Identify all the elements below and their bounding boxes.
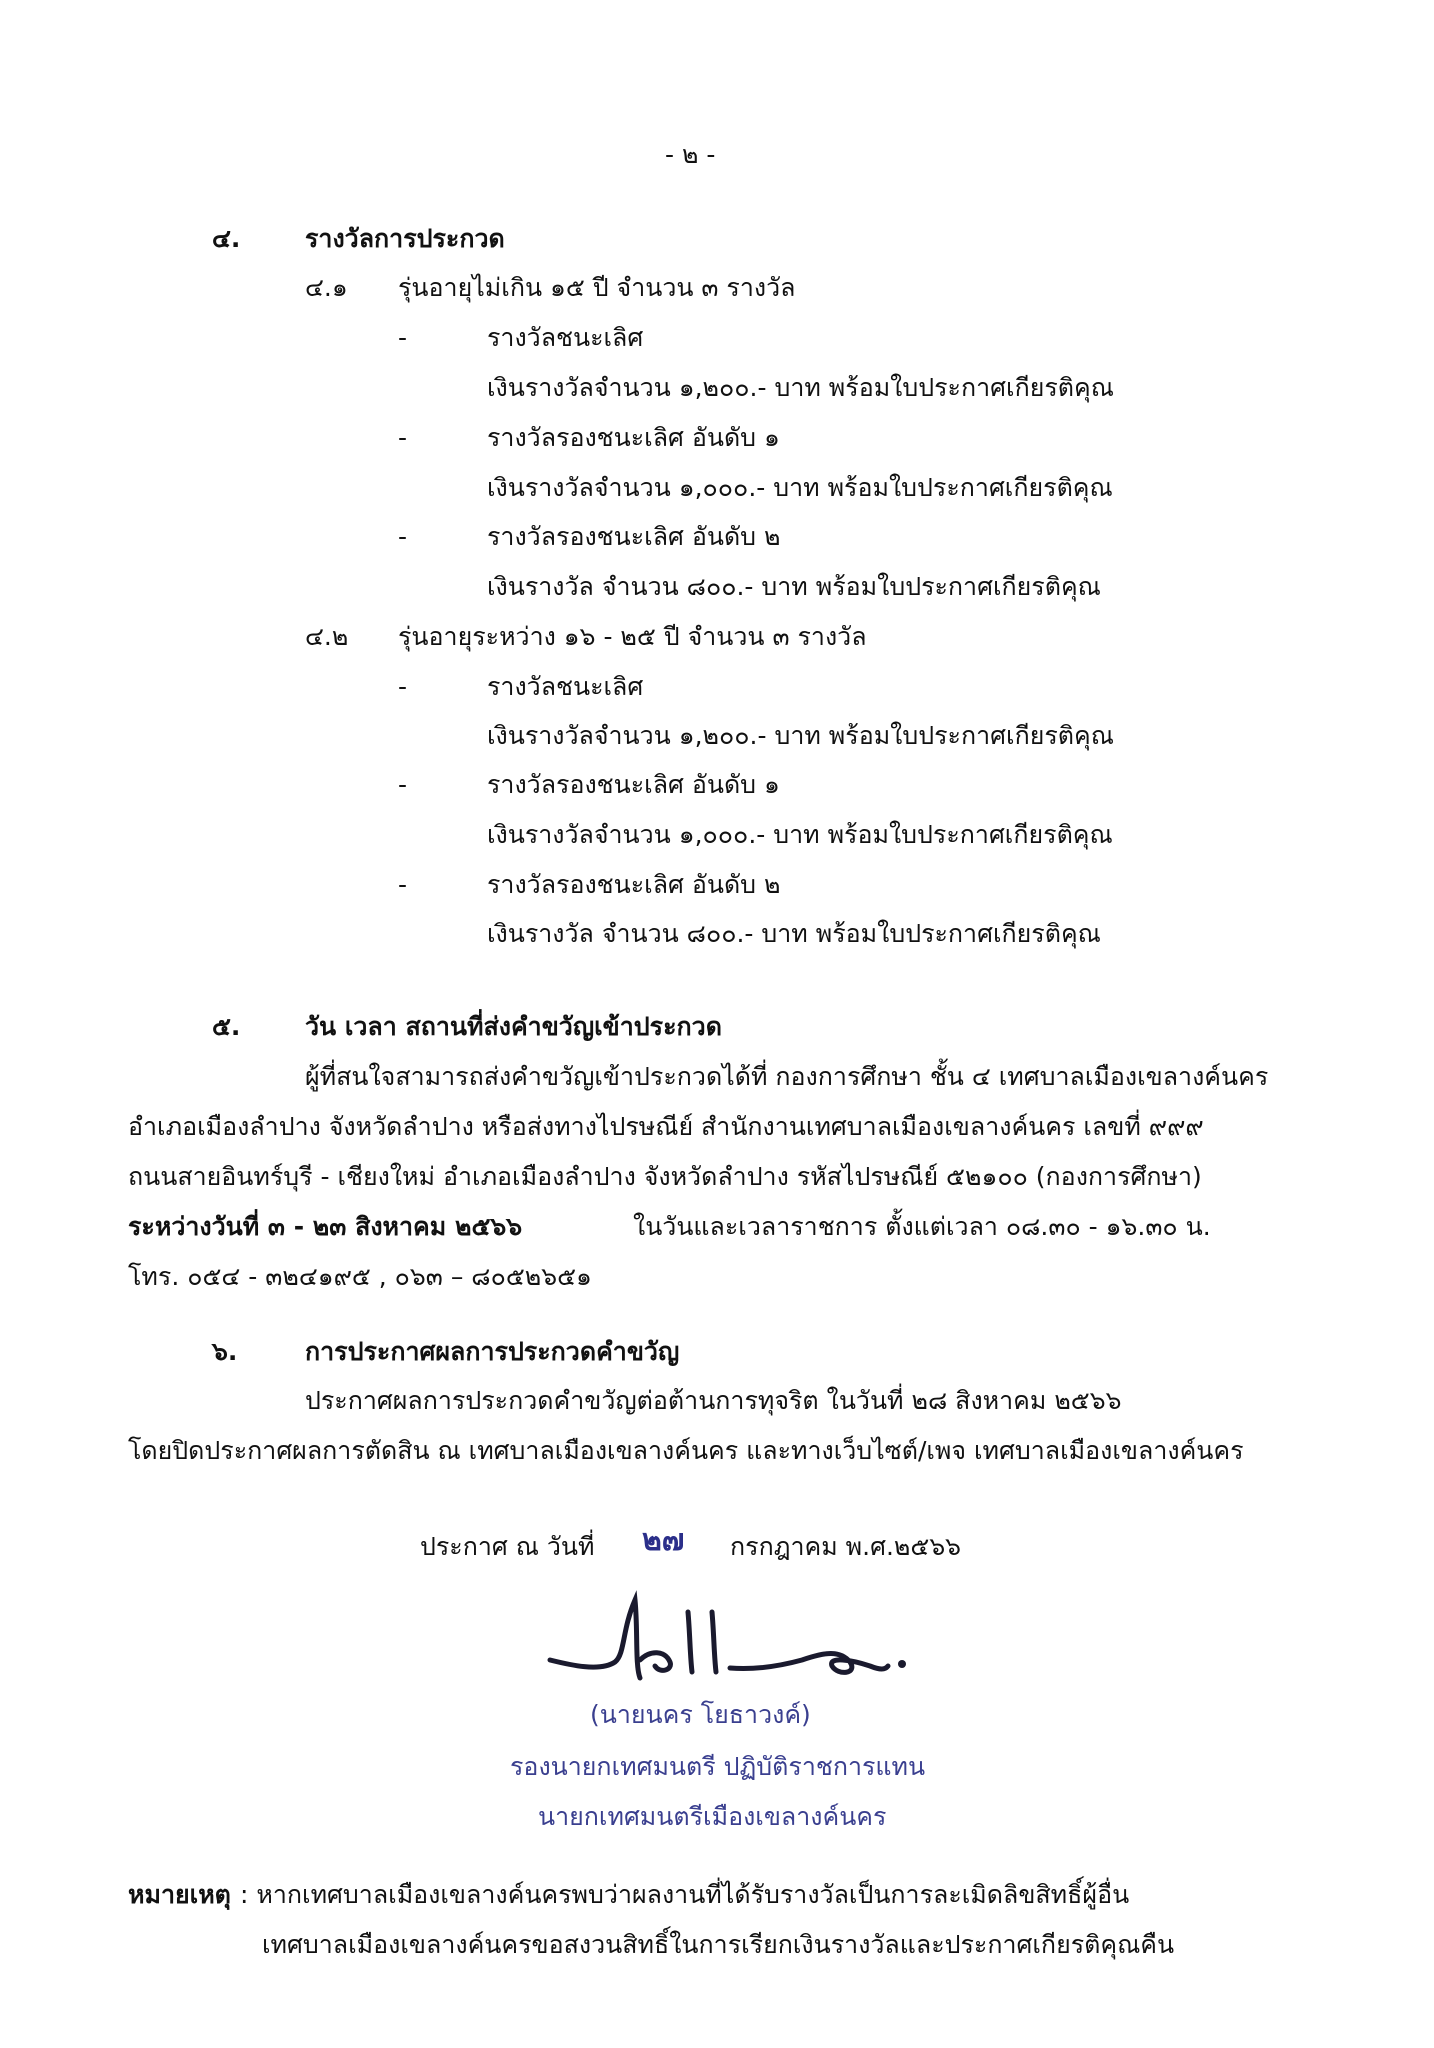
section-5-number: ๕.	[212, 1012, 241, 1041]
note-label: หมายเหตุ	[128, 1880, 231, 1909]
announce-prefix: ประกาศ ณ วันที่	[420, 1532, 595, 1561]
prize-amount: เงินรางวัลจำนวน ๑,๒๐๐.- บาท พร้อมใบประกาศเกียรติคุณ	[487, 721, 1114, 750]
prize-name: รางวัลชนะเลิศ	[487, 672, 644, 701]
section-5-line-1: ผู้ที่สนใจสามารถส่งคำขวัญเข้าประกวดได้ที่ กองการศึกษา ชั้น ๔ เทศบาลเมืองเขลางค์นคร	[305, 1062, 1269, 1091]
section-5-line-2: อำเภอเมืองลำปาง จังหวัดลำปาง หรือส่งทางไปรษณีย์ สำนักงานเทศบาลเมืองเขลางค์นคร เลขที่ ๙๙๙	[128, 1112, 1204, 1141]
prize-name: รางวัลชนะเลิศ	[487, 323, 644, 352]
signer-name: (นายนคร โยธาวงค์)	[590, 1700, 811, 1729]
section-5-line-3: ถนนสายอินทร์บุรี - เชียงใหม่ อำเภอเมืองลำปาง จังหวัดลำปาง รหัสไปรษณีย์ ๕๒๑๐๐ (กองการศึกษา)	[128, 1162, 1202, 1191]
signer-position-1: รองนายกเทศมนตรี ปฏิบัติราชการแทน	[510, 1752, 926, 1781]
prize-dash: -	[398, 672, 408, 701]
section-6-number: ๖.	[212, 1337, 238, 1366]
note-line-1: : หากเทศบาลเมืองเขลางค์นครพบว่าผลงานที่ได้รับรางวัลเป็นการละเมิดลิขสิทธิ์ผู้อื่น	[240, 1880, 1130, 1909]
prize-dash: -	[398, 423, 408, 452]
group-2-title: รุ่นอายุระหว่าง ๑๖ - ๒๕ ปี จำนวน ๓ รางวัล	[398, 622, 867, 651]
prize-amount: เงินรางวัลจำนวน ๑,๒๐๐.- บาท พร้อมใบประกาศเกียรติคุณ	[487, 373, 1114, 402]
note-line-2: เทศบาลเมืองเขลางค์นครขอสงวนสิทธิ์ในการเรียกเงินรางวัลและประกาศเกียรติคุณคืน	[262, 1930, 1175, 1959]
prize-dash: -	[398, 770, 408, 799]
prize-name: รางวัลรองชนะเลิศ อันดับ ๑	[487, 423, 780, 452]
section-5-office-hours: ในวันและเวลาราชการ ตั้งแต่เวลา ๐๘.๓๐ - ๑๖.๓๐ น.	[633, 1212, 1211, 1241]
group-1-number: ๔.๑	[305, 273, 348, 302]
section-6-line-1: ประกาศผลการประกวดคำขวัญต่อต้านการทุจริต ในวันที่ ๒๘ สิงหาคม ๒๕๖๖	[305, 1386, 1122, 1415]
prize-dash: -	[398, 870, 408, 899]
signer-position-2: นายกเทศมนตรีเมืองเขลางค์นคร	[538, 1802, 887, 1831]
prize-dash: -	[398, 323, 408, 352]
section-6-line-2: โดยปิดประกาศผลการตัดสิน ณ เทศบาลเมืองเขลางค์นคร และทางเว็บไซต์/เพจ เทศบาลเมืองเขลางค์นคร	[128, 1436, 1244, 1465]
announce-month-year: กรกฎาคม พ.ศ.๒๕๖๖	[730, 1532, 962, 1561]
section-5-phone: โทร. ๐๕๔ - ๓๒๔๑๙๕ , ๐๖๓ – ๘๐๕๒๖๕๑	[128, 1262, 592, 1291]
prize-name: รางวัลรองชนะเลิศ อันดับ ๒	[487, 870, 781, 899]
prize-name: รางวัลรองชนะเลิศ อันดับ ๑	[487, 770, 780, 799]
section-5-date-range: ระหว่างวันที่ ๓ - ๒๓ สิงหาคม ๒๕๖๖	[128, 1212, 523, 1241]
prize-amount: เงินรางวัล จำนวน ๘๐๐.- บาท พร้อมใบประกาศเกียรติคุณ	[487, 572, 1101, 601]
signature	[540, 1590, 960, 1700]
prize-dash: -	[398, 522, 408, 551]
page-number: - ๒ -	[665, 140, 716, 169]
section-6-title: การประกาศผลการประกวดคำขวัญ	[305, 1337, 680, 1366]
prize-amount: เงินรางวัลจำนวน ๑,๐๐๐.- บาท พร้อมใบประกาศเกียรติคุณ	[487, 820, 1113, 849]
section-4-title: รางวัลการประกวด	[305, 224, 505, 253]
prize-name: รางวัลรองชนะเลิศ อันดับ ๒	[487, 522, 781, 551]
section-5-title: วัน เวลา สถานที่ส่งคำขวัญเข้าประกวด	[305, 1012, 722, 1041]
section-4-number: ๔.	[212, 224, 241, 253]
announce-day-handwritten: ๒๗	[642, 1523, 685, 1558]
group-1-title: รุ่นอายุไม่เกิน ๑๕ ปี จำนวน ๓ รางวัล	[398, 273, 796, 302]
group-2-number: ๔.๒	[305, 622, 349, 651]
prize-amount: เงินรางวัล จำนวน ๘๐๐.- บาท พร้อมใบประกาศเกียรติคุณ	[487, 919, 1101, 948]
prize-amount: เงินรางวัลจำนวน ๑,๐๐๐.- บาท พร้อมใบประกาศเกียรติคุณ	[487, 473, 1113, 502]
